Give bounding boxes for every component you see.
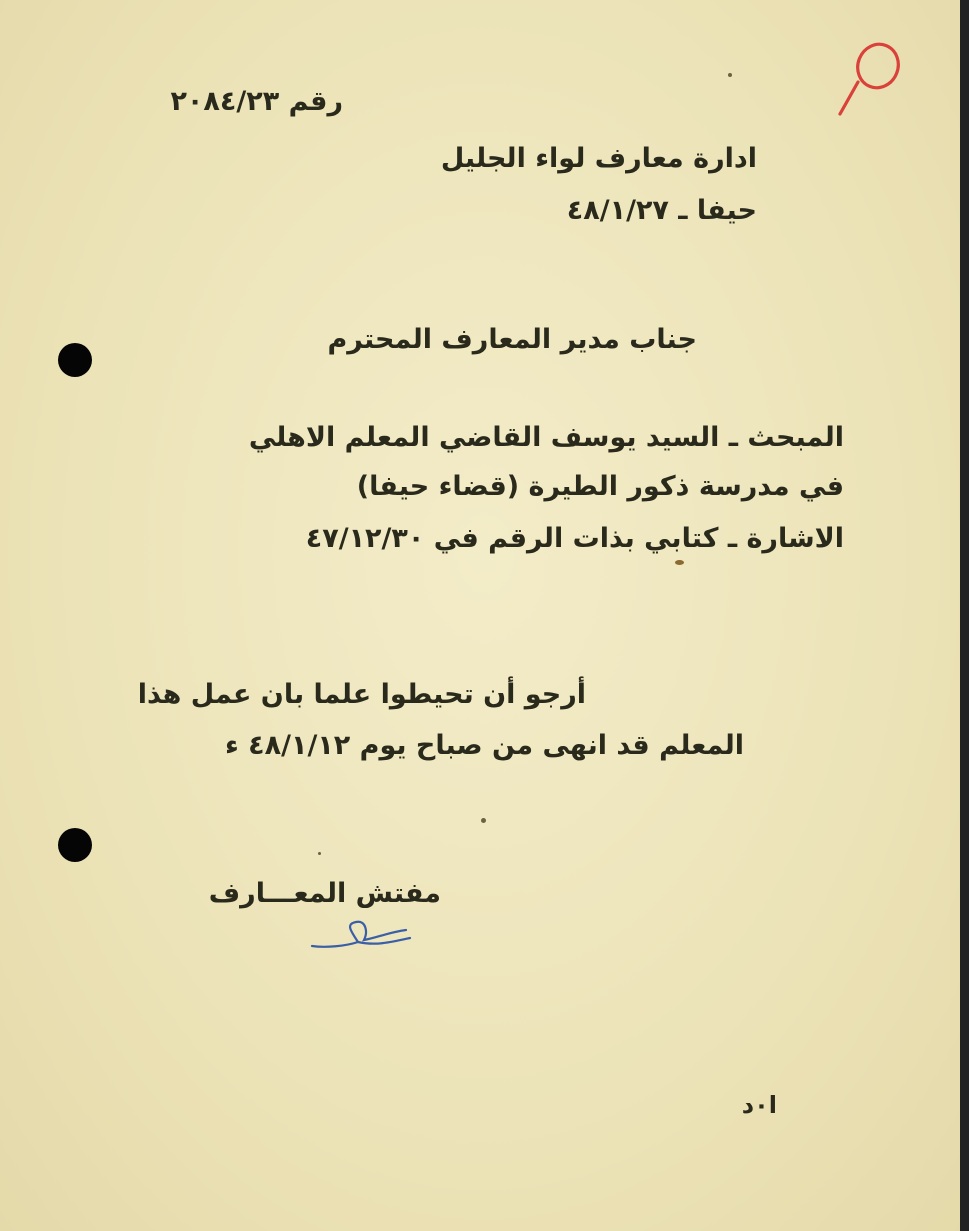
typist-initials: ا٠د xyxy=(741,1091,777,1119)
paper-speck xyxy=(728,73,732,77)
place-and-date: حيفا ـ ٤٨/١/٢٧ xyxy=(566,195,757,226)
subject-line: في مدرسة ذكور الطيرة (قضاء حيفا) xyxy=(356,471,844,502)
paper-speck xyxy=(481,818,486,823)
body-line: المعلم قد انهى من صباح يوم ٤٨/١/١٢ ء xyxy=(224,730,744,761)
reference-line: الاشارة ـ كتابي بذات الرقم في ٤٧/١٢/٣٠ xyxy=(305,523,844,554)
punch-hole-top xyxy=(58,343,92,377)
body-line: أرجو أن تحيطوا علما بان عمل هذا xyxy=(137,679,586,710)
signatory-title: مفتش المعـــارف xyxy=(208,878,441,909)
department-heading: ادارة معارف لواء الجليل xyxy=(440,143,757,174)
paper-stain xyxy=(675,560,684,565)
scan-edge xyxy=(960,0,969,1231)
reference-number: رقم ٢٠٨٤/٢٣ xyxy=(170,86,343,117)
folio-number-handwritten xyxy=(836,38,906,118)
subject-line: المبحث ـ السيد يوسف القاضي المعلم الاهلي xyxy=(248,422,844,453)
paper-speck xyxy=(318,852,321,855)
addressee-line: جناب مدير المعارف المحترم xyxy=(327,324,697,355)
punch-hole-bottom xyxy=(58,828,92,862)
handwritten-signature xyxy=(306,912,418,962)
